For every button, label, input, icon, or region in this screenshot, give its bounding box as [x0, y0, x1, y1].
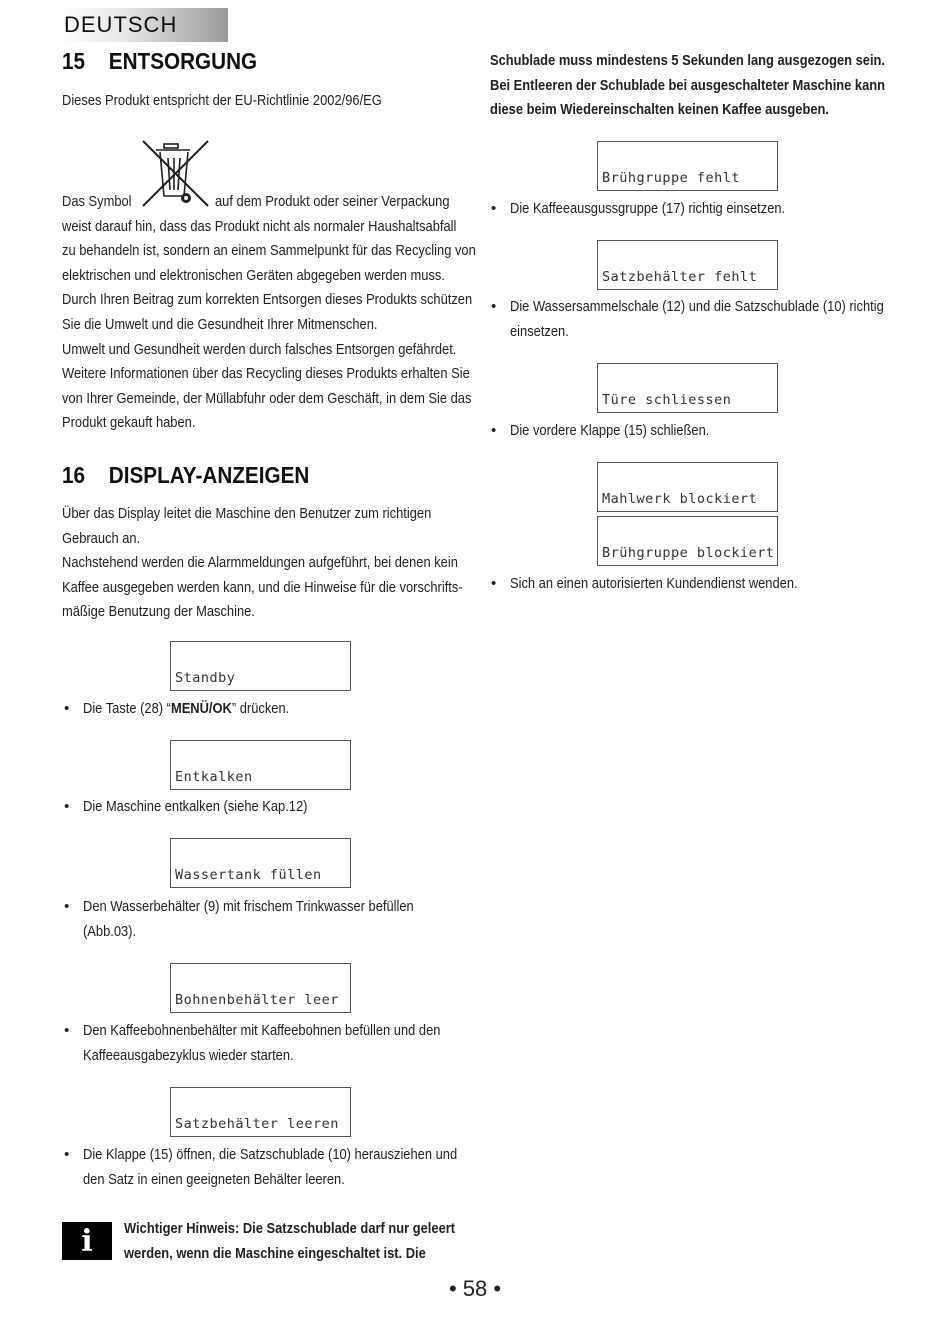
section-16-title: DISPLAY-ANZEIGEN [108, 462, 310, 488]
bullet-kundendienst [491, 572, 889, 597]
display-bohnenbehaelter: Bohnenbehälter leer [170, 963, 351, 1013]
bullet-dot: • [64, 700, 70, 717]
bullet-line: Die Wassersammelschale (12) und die Satzschublade (10) richtig [510, 298, 884, 315]
bullet-dot: • [491, 200, 497, 217]
bullet-line: einsetzen. [510, 322, 569, 340]
bullet-line: Den Wasserbehälter (9) mit frischem Trinkwasser befüllen [83, 898, 414, 915]
section-15-line: weist darauf hin, dass das Produkt nicht als normaler Haushaltsabfall [62, 217, 457, 235]
bullet-dot: • [64, 898, 70, 915]
bullet-wassertank [64, 895, 462, 945]
bullet-text-part: Die Taste (28) “ [83, 700, 171, 717]
note-continuation-line: Schublade muss mindestens 5 Sekunden lang ausgezogen sein. [490, 52, 885, 69]
bullet-satzbehaelter-leeren [64, 1143, 462, 1193]
bullet-text [83, 1019, 462, 1068]
section-16-body [62, 502, 462, 625]
section-15-line: Durch Ihren Beitrag zum korrekten Entsorgen dieses Produkts schützen [62, 291, 473, 309]
section-16-line: Gebrauch an. [62, 529, 141, 547]
bullet-bruehgruppe-fehlt [491, 197, 889, 222]
bullet-line: Kaffeeausgabezyklus wieder starten. [83, 1046, 294, 1064]
bullet-dot: • [491, 298, 497, 315]
section-16-line: Kaffee ausgegeben werden kann, und die Hinweise für die vorschrifts- [62, 578, 463, 596]
bullet-line: Die Klappe (15) öffnen, die Satzschublade (10) herausziehen und [83, 1146, 458, 1163]
bullet-text: Die Kaffeeausgussgruppe (17) richtig einsetzen. [510, 200, 786, 217]
bullet-satzbehaelter-fehlt [491, 295, 889, 345]
section-16-heading [62, 462, 309, 489]
bullet-text [83, 697, 409, 722]
bullet-dot: • [491, 422, 497, 439]
note-continuation [490, 49, 890, 123]
note-continuation-line: Bei Entleeren der Schublade bei ausgeschalteter Maschine kann [490, 76, 886, 94]
bullet-line: (Abb.03). [83, 922, 137, 940]
bullet-dot: • [491, 575, 497, 592]
section-15-line: von Ihrer Gemeinde, der Müllabfuhr oder dem Geschäft, in dem Sie das [62, 389, 472, 407]
display-satzbehaelter-leeren: Satzbehälter leeren [170, 1087, 351, 1137]
info-icon: i [62, 1222, 112, 1260]
bullet-bohnenbehaelter [64, 1019, 462, 1069]
section-16-line: Nachstehend werden die Alarmmeldungen aufgeführt, bei denen kein [62, 554, 458, 572]
bullet-text: Sich an einen autorisierten Kundendienst wenden. [510, 575, 798, 592]
language-label: DEUTSCH [60, 8, 228, 42]
section-15-line: elektrischen und elektronischen Geräten abgegeben werden muss. [62, 266, 445, 284]
symbol-text-after: auf dem Produkt oder seiner Verpackung [215, 193, 450, 210]
section-15-body [62, 190, 476, 436]
bullet-text [83, 1143, 462, 1192]
display-wassertank: Wassertank füllen [170, 838, 351, 888]
section-16-line: mäßige Benutzung der Maschine. [62, 603, 255, 621]
section-15-line: Umwelt und Gesundheit werden durch falsches Entsorgen gefährdet. [62, 340, 457, 358]
display-standby: Standby [170, 641, 351, 691]
bullet-tuere-schliessen [491, 419, 889, 444]
note-line: werden, wenn die Maschine eingeschaltet ist. Die [124, 1244, 426, 1262]
section-16-line: Über das Display leitet die Maschine den Benutzer zum richtigen [62, 505, 432, 522]
bullet-line: Den Kaffeebohnenbehälter mit Kaffeebohnen befüllen und den [83, 1022, 441, 1039]
bullet-standby [64, 697, 462, 722]
note-continuation-line: diese beim Wiedereinschalten keinen Kaffee ausgeben. [490, 101, 829, 119]
bullet-dot: • [64, 1146, 70, 1163]
important-note [124, 1217, 464, 1266]
section-15-number: 15 [62, 48, 86, 74]
section-15-heading [62, 48, 257, 75]
section-16-number: 16 [62, 462, 86, 488]
bullet-dot: • [64, 798, 70, 815]
section-15-line: Produkt gekauft haben. [62, 414, 196, 432]
display-mahlwerk-blockiert: Mahlwerk blockiert [597, 462, 778, 512]
bullet-text [83, 895, 462, 944]
bullet-entkalken [64, 795, 462, 820]
section-15-intro-text: Dieses Produkt entspricht der EU-Richtlinie 2002/96/EG [62, 92, 382, 109]
display-bruehgruppe-blockiert: Brühgruppe blockiert [597, 516, 778, 566]
symbol-text-before: Das Symbol [62, 193, 132, 210]
bullet-text-part: ” drücken. [231, 700, 290, 717]
bullet-text: Die vordere Klappe (15) schließen. [510, 422, 710, 439]
section-15-line: Weitere Informationen über das Recycling dieses Produkts erhalten Sie [62, 365, 470, 383]
bullet-text: Die Maschine entkalken (siehe Kap.12) [83, 798, 308, 815]
bullet-text [510, 295, 889, 344]
section-15-line: zu behandeln ist, sondern an einem Sammelpunkt für das Recycling von [62, 242, 476, 260]
display-satzbehaelter-fehlt: Satzbehälter fehlt [597, 240, 778, 290]
display-entkalken: Entkalken [170, 740, 351, 790]
note-line: Wichtiger Hinweis: Die Satzschublade darf nur geleert [124, 1220, 456, 1237]
bullet-dot: • [64, 1022, 70, 1039]
bullet-line: den Satz in einen geeigneten Behälter leeren. [83, 1170, 345, 1188]
section-15-intro [62, 89, 462, 114]
display-tuere-schliessen: Türe schliessen [597, 363, 778, 413]
page-number: • 58 • [448, 1276, 502, 1301]
section-15-title: ENTSORGUNG [108, 48, 258, 74]
display-bruehgruppe-fehlt: Brühgruppe fehlt [597, 141, 778, 191]
section-15-line: Sie die Umwelt und die Gesundheit Ihrer Mitmenschen. [62, 315, 378, 333]
menu-ok-key-label: MENÜ/OK [170, 700, 232, 717]
